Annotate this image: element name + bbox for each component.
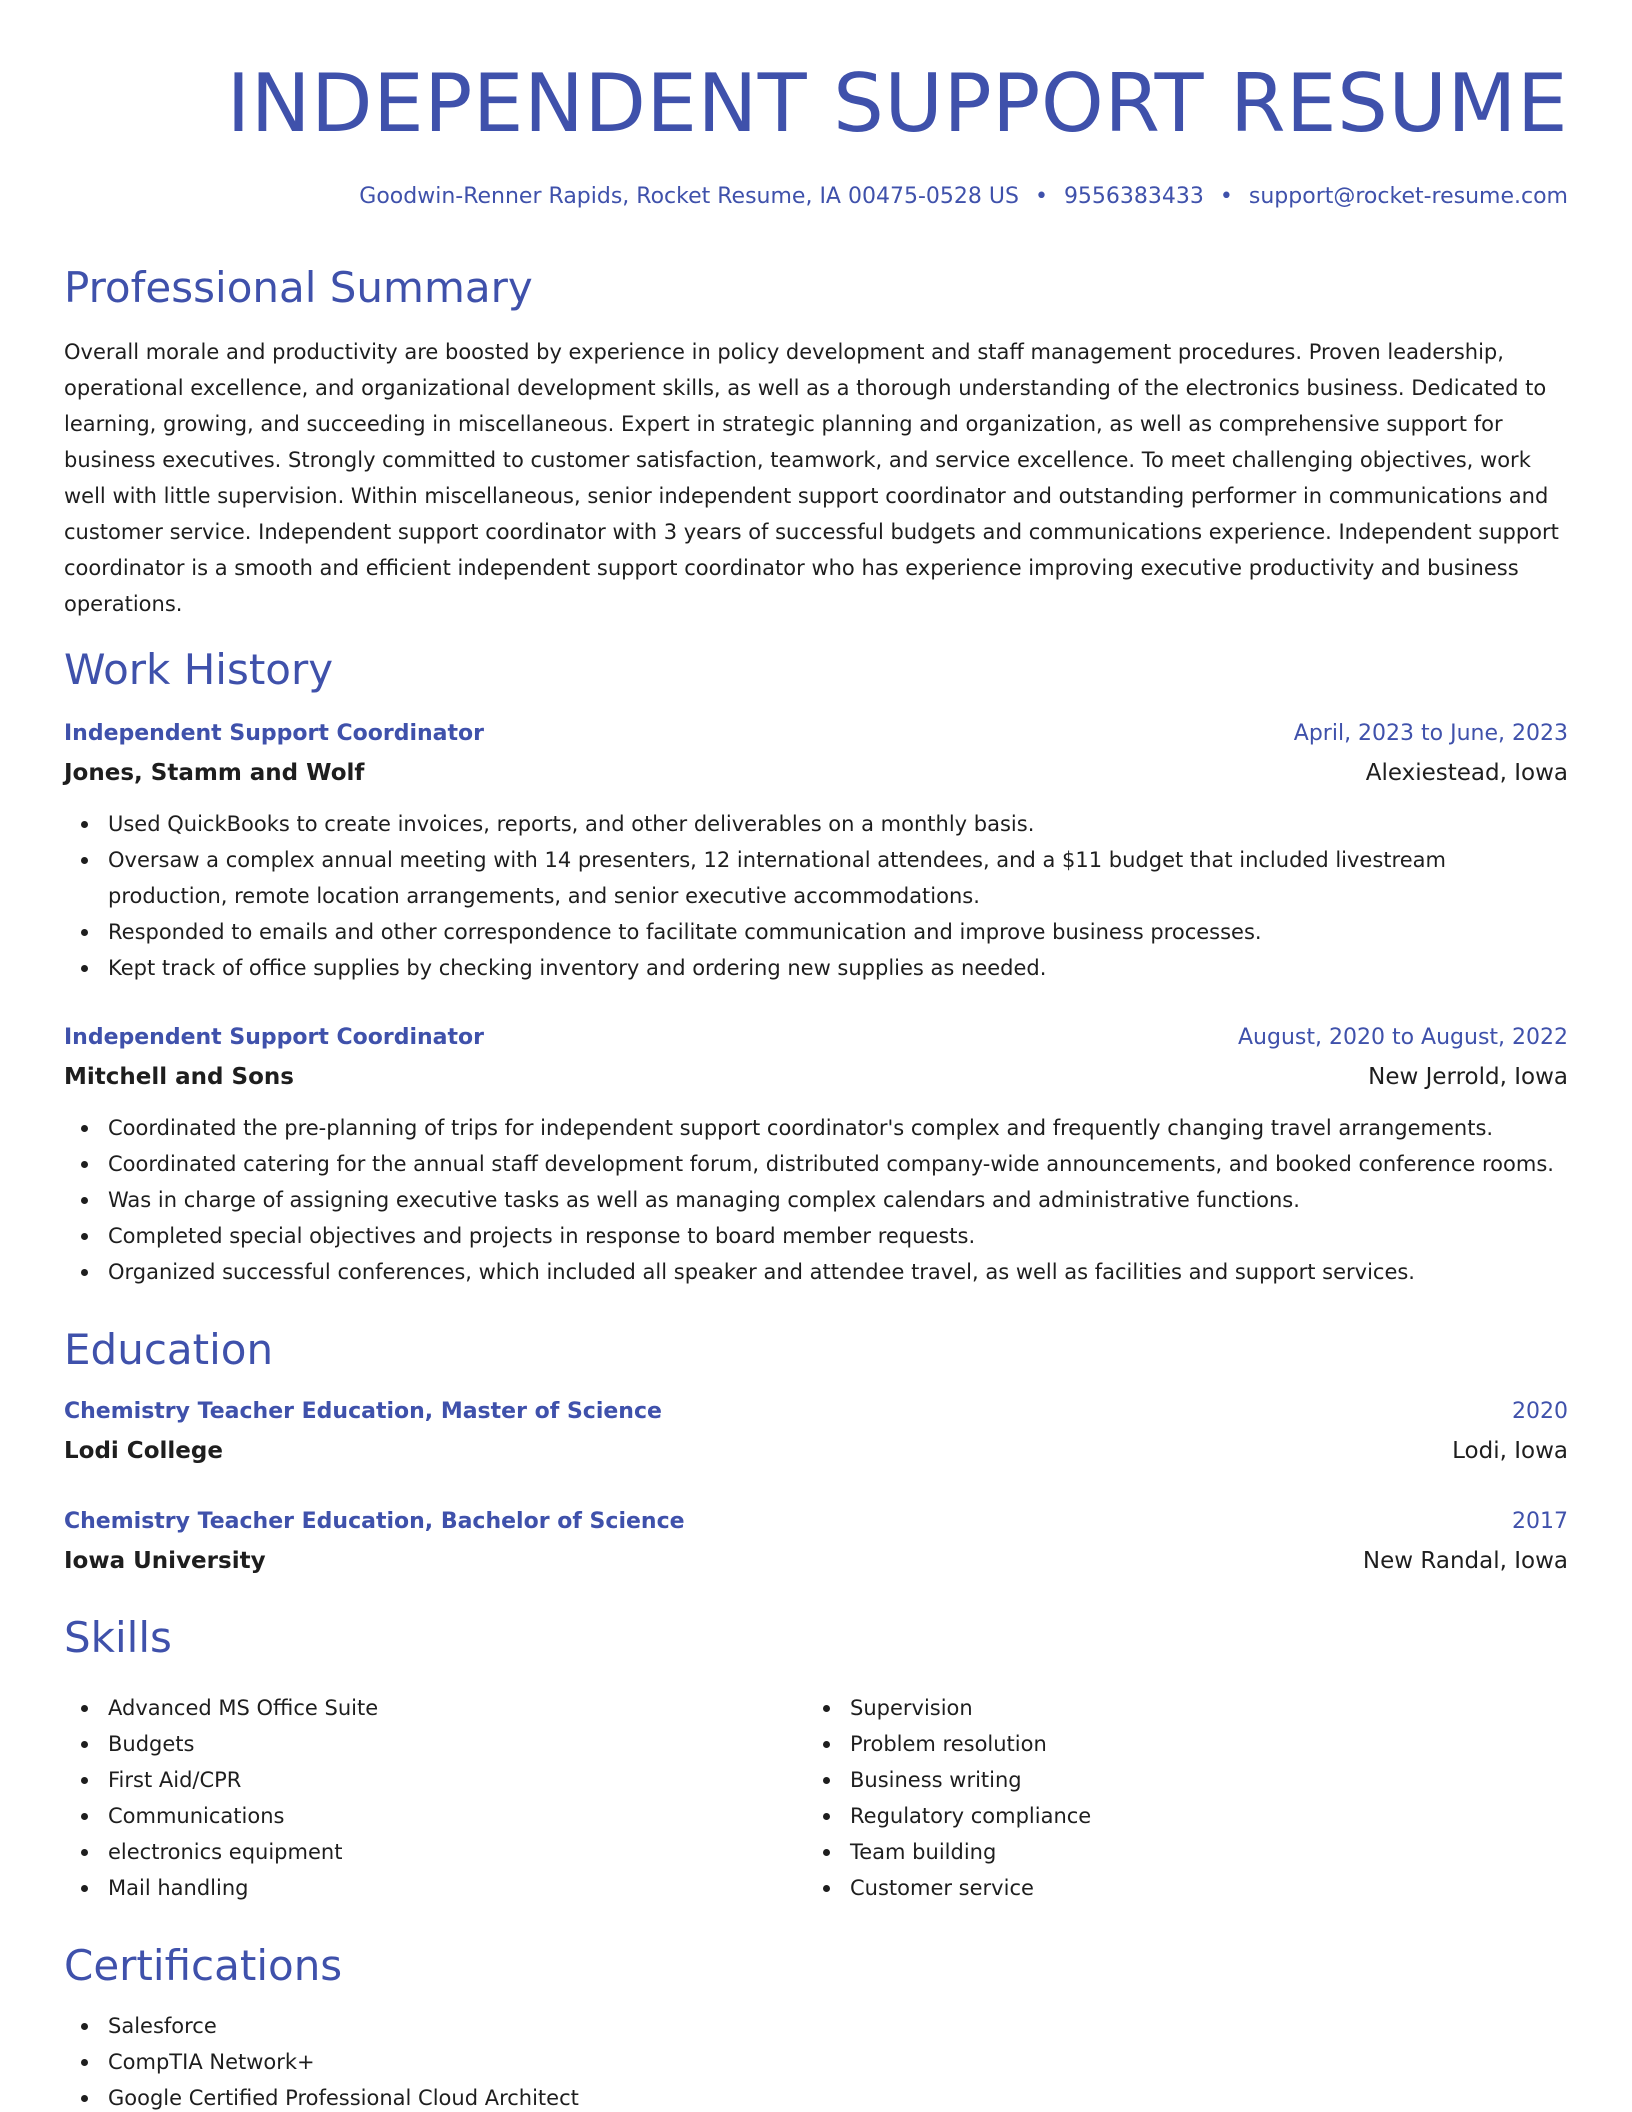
education-school: Lodi College (64, 1438, 223, 1464)
job-employer-row (64, 756, 1568, 790)
job-header (64, 1020, 1568, 1054)
education-school: Iowa University (64, 1548, 266, 1574)
section-title-education: Education (64, 1325, 274, 1374)
education-location: New Randal, Iowa (1362, 1548, 1568, 1574)
section-title-work-history: Work History (64, 645, 334, 694)
list-item: Coordinated the pre-planning of trips for independent support coordinator's complex and frequently changing travel arrangements. (64, 1110, 1568, 1146)
list-item: Customer service (806, 1870, 1506, 1906)
job-company: Jones, Stamm and Wolf (64, 760, 365, 786)
education-degree: Chemistry Teacher Education, Master of Science (64, 1398, 662, 1424)
job-dates: April, 2023 to June, 2023 (1293, 720, 1568, 746)
list-item: Regulatory compliance (806, 1798, 1506, 1834)
list-item: Team building (806, 1834, 1506, 1870)
list-item: Google Certified Professional Cloud Architect (64, 2080, 1568, 2112)
list-item: electronics equipment (64, 1834, 764, 1870)
skills-list-right (806, 1690, 1506, 1906)
list-item: Communications (64, 1798, 764, 1834)
job-title: Independent Support Coordinator (64, 1024, 484, 1050)
list-item: First Aid/CPR (64, 1762, 764, 1798)
certifications-list (64, 2008, 1568, 2112)
list-item: Responded to emails and other correspondence to facilitate communication and improve business processes. (64, 914, 1568, 950)
contact-email[interactable]: support@rocket-resume.com (1248, 184, 1568, 209)
education-header (64, 1394, 1568, 1428)
list-item: Problem resolution (806, 1726, 1506, 1762)
contact-address: Goodwin-Renner Rapids, Rocket Resume, IA 00475-0528 US (359, 184, 1019, 209)
section-title-skills: Skills (64, 1613, 172, 1662)
list-item: Advanced MS Office Suite (64, 1690, 764, 1726)
job-location: New Jerrold, Iowa (1368, 1064, 1568, 1090)
education-location: Lodi, Iowa (1452, 1438, 1568, 1464)
job-employer-row (64, 1060, 1568, 1094)
section-title-summary: Professional Summary (64, 263, 533, 312)
summary-text: Overall morale and productivity are boosted by experience in policy development and staff management procedures. Proven leadership, operational excellence, and organizational development skills, as well as a thorough understanding of the electronics business. Dedicated to learning, growing, and succeeding in miscellaneous. Expert in strategic planning and organization, as well as comprehensive support for business executives. Strongly committed to customer satisfaction, teamwork, and service excellence. To meet challenging objectives, work well with little supervision. Within miscellaneous, senior independent support coordinator and outstanding performer in communications and customer service. Independent support coordinator with 3 years of successful budgets and communications experience. Independent support coordinator is a smooth and efficient independent support coordinator who has experience improving executive productivity and business operations. (64, 340, 1559, 616)
skills-list-left (64, 1690, 764, 1906)
contact-line (359, 182, 1568, 212)
contact-separator: • (1034, 184, 1048, 209)
job-title: Independent Support Coordinator (64, 720, 484, 746)
contact-separator: • (1219, 184, 1233, 209)
list-item: Oversaw a complex annual meeting with 14 presenters, 12 international attendees, and a $11 budget that included livestream production, remote location arrangements, and senior executive accommodations. (64, 842, 1568, 914)
job-company: Mitchell and Sons (64, 1064, 294, 1090)
list-item: Completed special objectives and projects in response to board member requests. (64, 1218, 1568, 1254)
list-item: Coordinated catering for the annual staff development forum, distributed company-wide announcements, and booked conference rooms. (64, 1146, 1568, 1182)
education-school-row (64, 1434, 1568, 1468)
education-year: 2020 (1512, 1398, 1568, 1424)
list-item: Mail handling (64, 1870, 764, 1906)
section-title-certifications: Certifications (64, 1941, 343, 1990)
education-school-row (64, 1544, 1568, 1578)
job-duties-list (64, 806, 1568, 986)
job-dates: August, 2020 to August, 2022 (1238, 1024, 1568, 1050)
list-item: Budgets (64, 1726, 764, 1762)
list-item: Was in charge of assigning executive tasks as well as managing complex calendars and administrative functions. (64, 1182, 1568, 1218)
job-location: Alexiestead, Iowa (1365, 760, 1568, 786)
list-item: Salesforce (64, 2008, 1568, 2044)
education-year: 2017 (1512, 1508, 1568, 1534)
resume-name: INDEPENDENT SUPPORT RESUME (226, 57, 1568, 150)
list-item: Supervision (806, 1690, 1506, 1726)
list-item: Kept track of office supplies by checking inventory and ordering new supplies as needed. (64, 950, 1568, 986)
education-degree: Chemistry Teacher Education, Bachelor of Science (64, 1508, 685, 1534)
contact-phone[interactable]: 9556383433 (1063, 184, 1204, 209)
list-item: Used QuickBooks to create invoices, reports, and other deliverables on a monthly basis. (64, 806, 1568, 842)
list-item: Organized successful conferences, which included all speaker and attendee travel, as well as facilities and support services. (64, 1254, 1568, 1290)
education-header (64, 1504, 1568, 1538)
list-item: Business writing (806, 1762, 1506, 1798)
job-duties-list (64, 1110, 1568, 1290)
list-item: CompTIA Network+ (64, 2044, 1568, 2080)
job-header (64, 716, 1568, 750)
